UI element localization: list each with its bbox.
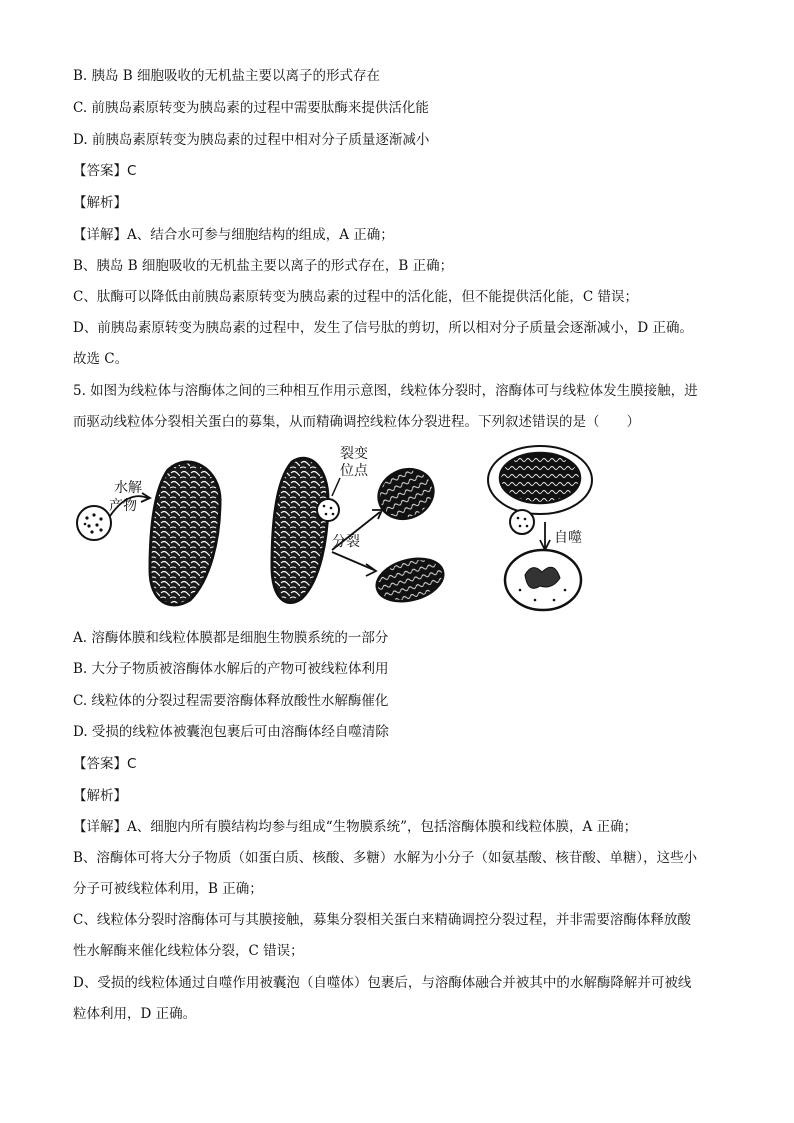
q5-option-a: A. 溶酶体膜和线粒体膜都是细胞生物膜系统的一部分 [73, 630, 389, 646]
conclusion: 故选 C。 [73, 351, 129, 367]
daughter-mitochondrion-1 [370, 460, 441, 527]
q5-option-c: C. 线粒体的分裂过程需要溶酶体释放酸性水解酶催化 [73, 693, 389, 709]
q5-explanation-b-line1: B、溶酶体可将大分子物质（如蛋白质、核酸、多糖）水解为小分子（如氨基酸、核苷酸、单糖），这些小 [73, 850, 698, 866]
option-c-line: C. 前胰岛素原转变为胰岛素的过程中需要肽酶来提供活化能 [73, 100, 429, 116]
label-division: 分裂 [332, 534, 360, 550]
q5-option-b: B. 大分子物质被溶酶体水解后的产物可被线粒体利用 [73, 661, 389, 677]
label-hydrolysis-line2: 产物 [109, 498, 137, 514]
answer-label: 【答案】C [73, 163, 137, 179]
q5-explanation-d-line1: D、受损的线粒体通过自噬作用被囊泡（自噬体）包裹后，与溶酶体融合并被其中的水解酶降解并可被线 [73, 975, 692, 991]
q5-explanation-c-line1: C、线粒体分裂时溶酶体可与其膜接触，募集分裂相关蛋白来精确调控分裂过程，并非需要溶酶体释放酸 [73, 912, 691, 928]
question-5-stem-line2: 而驱动线粒体分裂相关蛋白的募集，从而精确调控线粒体分裂进程。下列叙述错误的是（ ） [73, 414, 640, 430]
q5-explanation-b-line2: 分子可被线粒体利用，B 正确； [73, 881, 263, 897]
figure-svg [70, 440, 610, 615]
daughter-mitochondrion-2 [372, 552, 448, 608]
q5-explanation-c-line2: 性水解酶来催化线粒体分裂，C 错误； [73, 943, 304, 959]
explanation-c: C、肽酶可以降低由前胰岛素原转变为胰岛素的过程中的活化能，但不能提供活化能，C 错误； [73, 289, 638, 305]
lysosome-3 [510, 510, 534, 534]
lysosome-2 [317, 499, 339, 521]
explanation-a: 【详解】A、结合水可参与细胞结构的组成，A 正确； [73, 227, 394, 243]
mitochondria-lysosome-figure [70, 440, 610, 615]
panel-hydrolysis [77, 462, 220, 605]
damaged-mitochondrion [500, 453, 580, 503]
q5-analysis-label: 【解析】 [73, 788, 127, 804]
q5-explanation-d-line2: 粒体利用，D 正确。 [73, 1006, 197, 1022]
q5-answer-label: 【答案】C [73, 756, 137, 772]
q5-explanation-a: 【详解】A、细胞内所有膜结构均参与组成“生物膜系统”，包括溶酶体膜和线粒体膜，A 正确； [73, 819, 638, 835]
explanation-d: D、前胰岛素原转变为胰岛素的过程中，发生了信号肽的剪切，所以相对分子质量会逐渐减小，D 正确。 [73, 320, 693, 336]
panel-autophagy [488, 446, 592, 610]
question-5-stem-line1: 5. 如图为线粒体与溶酶体之间的三种相互作用示意图，线粒体分裂时，溶酶体可与线粒体发生膜接触，进 [73, 383, 698, 399]
label-hydrolysis-line1: 水解 [114, 480, 142, 496]
analysis-label: 【解析】 [73, 195, 127, 211]
label-fission-site-line2: 位点 [340, 463, 368, 479]
explanation-b: B、胰岛 B 细胞吸收的无机盐主要以离子的形式存在，B 正确； [73, 258, 454, 274]
option-d-line: D. 前胰岛素原转变为胰岛素的过程中相对分子质量逐渐减小 [73, 132, 430, 148]
panel-fission [272, 445, 448, 608]
q5-option-d: D. 受损的线粒体被囊泡包裹后可由溶酶体经自噬清除 [73, 724, 389, 740]
mitochondrion-1 [150, 462, 220, 605]
label-autophagy: 自噬 [554, 530, 582, 546]
label-fission-site-line1: 裂变 [340, 446, 368, 462]
mitochondrion-2 [272, 458, 328, 602]
lysosome-1 [77, 506, 111, 540]
option-b-line: B. 胰岛 B 细胞吸收的无机盐主要以离子的形式存在 [73, 68, 381, 84]
